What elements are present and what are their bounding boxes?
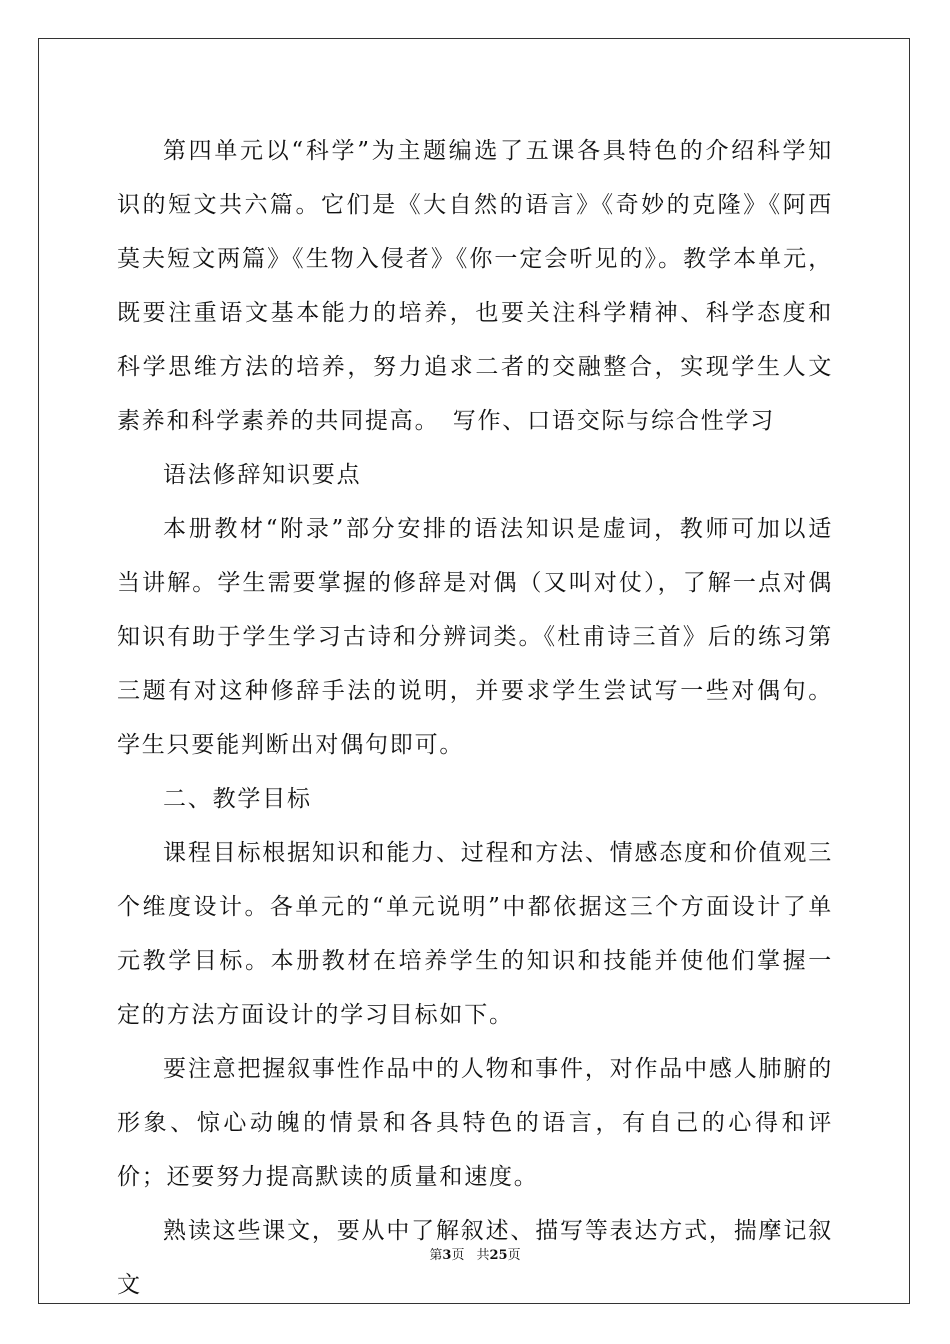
document-body — [117, 124, 833, 1312]
footer-page-unit: 页 — [451, 1248, 465, 1263]
paragraph-narrative-works: 要注意把握叙事性作品中的人物和事件，对作品中感人肺腑的形象、惊心动魄的情景和各具特色的语言，有自己的心得和评价；还要努力提高默读的质量和速度。 — [117, 1056, 833, 1190]
page-footer — [0, 1244, 950, 1263]
footer-total-prefix: 共 — [476, 1248, 490, 1263]
paragraph-unit-four: 第四单元以“科学”为主题编选了五课各具特色的介绍科学知识的短文共六篇。它们是《大自然的语言》《奇妙的克隆》《阿西莫夫短文两篇》《生物入侵者》《你一定会听见的》。教学本单元，既要注重语文基本能力的培养，也要关注科学精神、科学态度和科学思维方法的培养，努力追求二者的交融整合，实现学生人文素养和科学素养的共同提高。 写作、口语交际与综合性学习 — [117, 138, 833, 434]
footer-page-prefix: 第 — [429, 1248, 443, 1263]
paragraph-appendix: 本册教材“附录”部分安排的语法知识是虚词，教师可加以适当讲解。学生需要掌握的修辞是对偶（又叫对仗），了解一点对偶知识有助于学生学习古诗和分辨词类。《杜甫诗三首》后的练习第三题有对这种修辞手法的说明，并要求学生尝试写一些对偶句。学生只要能判断出对偶句即可。 — [117, 516, 833, 758]
footer-page-number: 3 — [442, 1248, 452, 1263]
section-heading-teaching-goals: 二、教学目标 — [163, 786, 312, 812]
paragraph-curriculum-goals: 课程目标根据知识和能力、过程和方法、情感态度和价值观三个维度设计。各单元的“单元说明”中都依据这三个方面设计了单元教学目标。本册教材在培养学生的知识和技能并使他们掌握一定的方法方面设计的学习目标如下。 — [117, 840, 833, 1028]
footer-total-pages: 25 — [489, 1248, 508, 1263]
paragraph-reading-texts: 熟读这些课文，要从中了解叙述、描写等表达方式，揣摩记叙文 — [117, 1218, 833, 1298]
paragraph-grammar-heading: 语法修辞知识要点 — [163, 462, 362, 488]
footer-total-unit: 页 — [507, 1248, 521, 1263]
